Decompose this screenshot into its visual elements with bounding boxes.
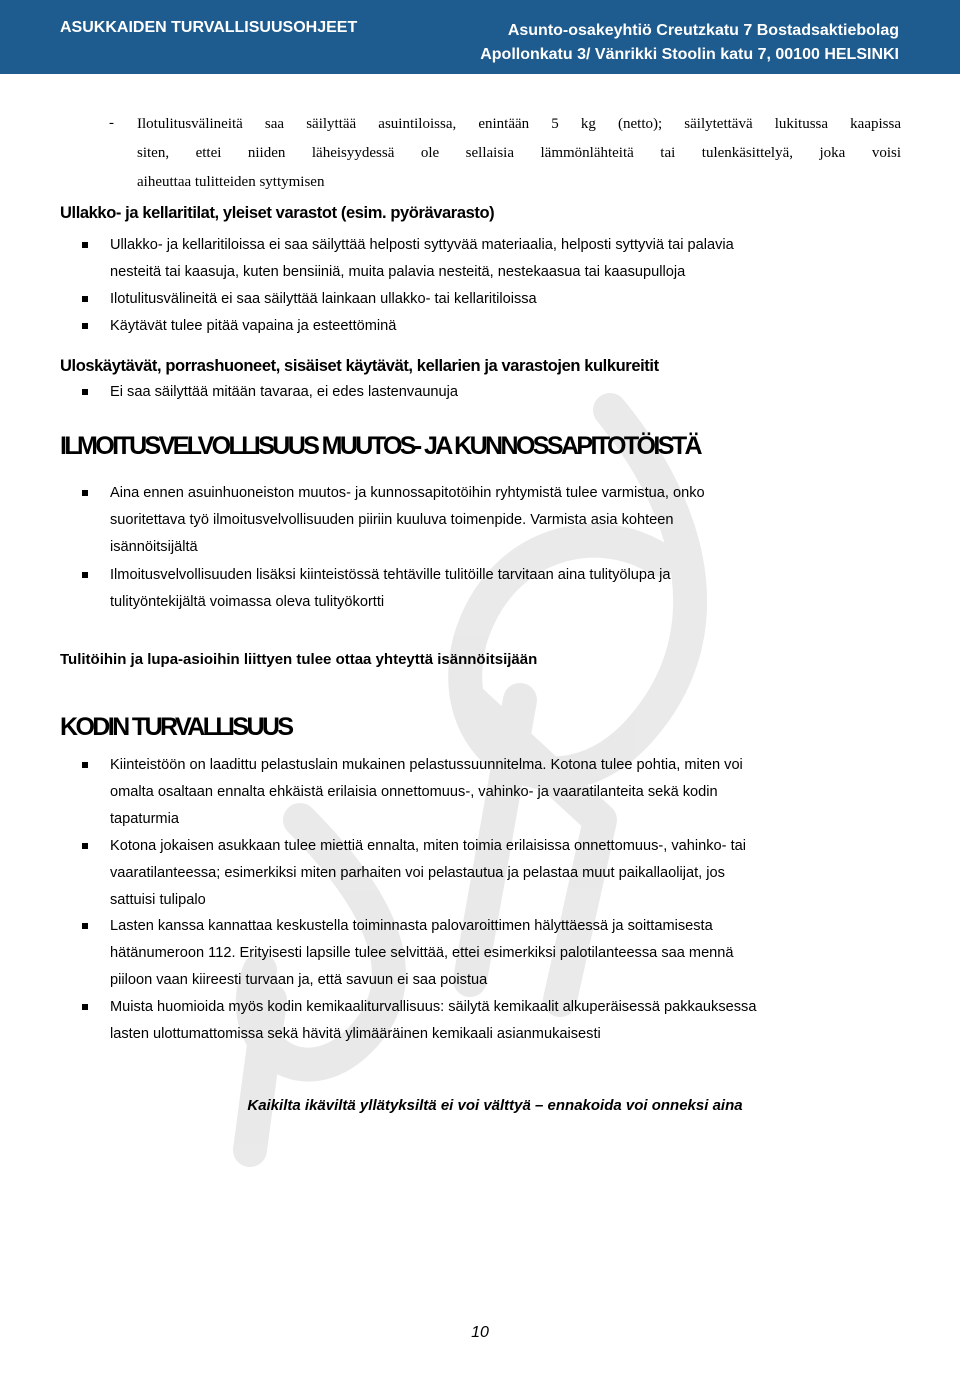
list-item-line: lasten ulottumattomissa sekä hävitä ylimääräinen kemikaali asianmukaisesti bbox=[110, 1026, 601, 1042]
list-item-line: Muista huomioida myös kodin kemikaaliturvallisuus: säilytä kemikaalit alkuperäisessä pakkauksessa bbox=[110, 999, 757, 1015]
intro-line: aiheuttaa tulitteiden syttymisen bbox=[137, 174, 325, 190]
list-item bbox=[110, 562, 671, 616]
list-item bbox=[110, 232, 734, 286]
list-item-line: isännöitsijältä bbox=[110, 539, 198, 555]
list-item-line: Ullakko- ja kellaritiloissa ei saa säilyttää helposti syttyvää materiaalia, helposti syttyviä tai palavia bbox=[110, 237, 734, 253]
list-item bbox=[110, 480, 705, 561]
bullet-icon bbox=[82, 843, 88, 849]
list-item-line: hätänumeroon 112. Erityisesti lapsille tulee selvittää, ettei esimerkiksi palotilanteessa saa mennä bbox=[110, 945, 734, 961]
bullet-icon bbox=[82, 762, 88, 768]
bullet-icon bbox=[82, 923, 88, 929]
closing-remark: Kaikilta ikäviltä yllätyksiltä ei voi välttyä – ennakoida voi onneksi aina bbox=[247, 1097, 743, 1114]
list-item-line: Aina ennen asuinhuoneiston muutos- ja kunnossapitotöihin ryhtymistä tulee varmistua, onko bbox=[110, 485, 705, 501]
bullet-icon bbox=[82, 242, 88, 248]
document-title: ASUKKAIDEN TURVALLISUUSOHJEET bbox=[60, 19, 358, 36]
page-header bbox=[0, 0, 960, 74]
company-address: Apollonkatu 3/ Vänrikki Stoolin katu 7, 00100 HELSINKI bbox=[480, 46, 899, 63]
bullet-icon bbox=[82, 490, 88, 496]
list-item-line: sattuisi tulipalo bbox=[110, 892, 206, 908]
list-item-line: vaaratilanteessa; esimerkiksi miten parhaiten voi pelastautua ja pelastaa muut paikallaolijat, jos bbox=[110, 865, 725, 881]
list-item-line: Ilmoitusvelvollisuuden lisäksi kiinteistössä tehtäville tulitöille tarvitaan aina tulityölupa ja bbox=[110, 567, 671, 583]
bullet-icon bbox=[82, 323, 88, 329]
bullet-icon bbox=[82, 296, 88, 302]
list-item-line: Lasten kanssa kannattaa keskustella toiminnasta palovaroittimen hälyttäessä ja soittamisesta bbox=[110, 918, 713, 934]
list-item-line: omalta osaltaan ennalta ehkäistä erilaisia onnettomuus-, vahinko- ja vaaratilanteita sekä kodin bbox=[110, 784, 718, 800]
list-item-line: Kiinteistöön on laadittu pelastuslain mukainen pelastussuunnitelma. Kotona tulee pohtia, miten voi bbox=[110, 757, 743, 773]
intro-line: Ilotulitusvälineitä saa säilyttää asuintiloissa, enintään 5 kg (netto); säilytettävä lukitussa kaapissa bbox=[137, 116, 901, 132]
list-item bbox=[110, 752, 743, 833]
bullet-icon bbox=[82, 1004, 88, 1010]
page-number: 10 bbox=[471, 1324, 489, 1341]
section-heading-attic: Ullakko- ja kellaritilat, yleiset varastot (esim. pyörävarasto) bbox=[60, 204, 495, 222]
list-item: Ei saa säilyttää mitään tavaraa, ei edes lastenvaunuja bbox=[110, 384, 459, 400]
list-item-line: Kotona jokaisen asukkaan tulee miettiä ennalta, miten toimia erilaisissa onnettomuus-, vahinko- tai bbox=[110, 838, 746, 854]
section-heading-exits: Uloskäytävät, porrashuoneet, sisäiset käytävät, kellarien ja varastojen kulkureitit bbox=[60, 357, 659, 375]
list-item-line: tapaturmia bbox=[110, 811, 179, 827]
company-info bbox=[480, 19, 899, 67]
dash-bullet: - bbox=[109, 115, 114, 131]
hot-work-note: Tulitöihin ja lupa-asioihin liittyen tulee ottaa yhteyttä isännöitsijään bbox=[60, 651, 538, 668]
bullet-icon bbox=[82, 389, 88, 395]
list-item-line: piiloon vaan kiireesti turvaan ja, että savuun ei saa poistua bbox=[110, 972, 488, 988]
section-heading-notice: ILMOITUSVELVOLLISUUS MUUTOS- JA KUNNOSSAPITOTÖISTÄ bbox=[60, 432, 700, 460]
list-item bbox=[110, 833, 746, 914]
company-name: Asunto-osakeyhtiö Creutzkatu 7 Bostadsaktiebolag bbox=[507, 22, 899, 39]
list-item-line: tulityöntekijältä voimassa oleva tulityökortti bbox=[110, 594, 385, 610]
list-item: Käytävät tulee pitää vapaina ja esteettöminä bbox=[110, 318, 397, 334]
list-item-line: nesteitä tai kaasuja, kuten bensiiniä, muita palavia nesteitä, nestekaasua tai kaasupulloja bbox=[110, 264, 686, 280]
list-item bbox=[110, 994, 756, 1048]
list-item bbox=[110, 913, 734, 994]
intro-paragraph bbox=[137, 110, 901, 197]
intro-line: siten, ettei niiden läheisyydessä ole sellaisia lämmönlähteitä tai tulenkäsittelyä, joka voisi bbox=[137, 145, 901, 161]
list-item: Ilotulitusvälineitä ei saa säilyttää lainkaan ullakko- tai kellaritiloissa bbox=[110, 291, 537, 307]
list-item-line: suoritettava työ ilmoitusvelvollisuuden piiriin kuuluva toimenpide. Varmista asia kohteen bbox=[110, 512, 674, 528]
bullet-icon bbox=[82, 572, 88, 578]
section-heading-home: KODIN TURVALLISUUS bbox=[60, 713, 292, 741]
